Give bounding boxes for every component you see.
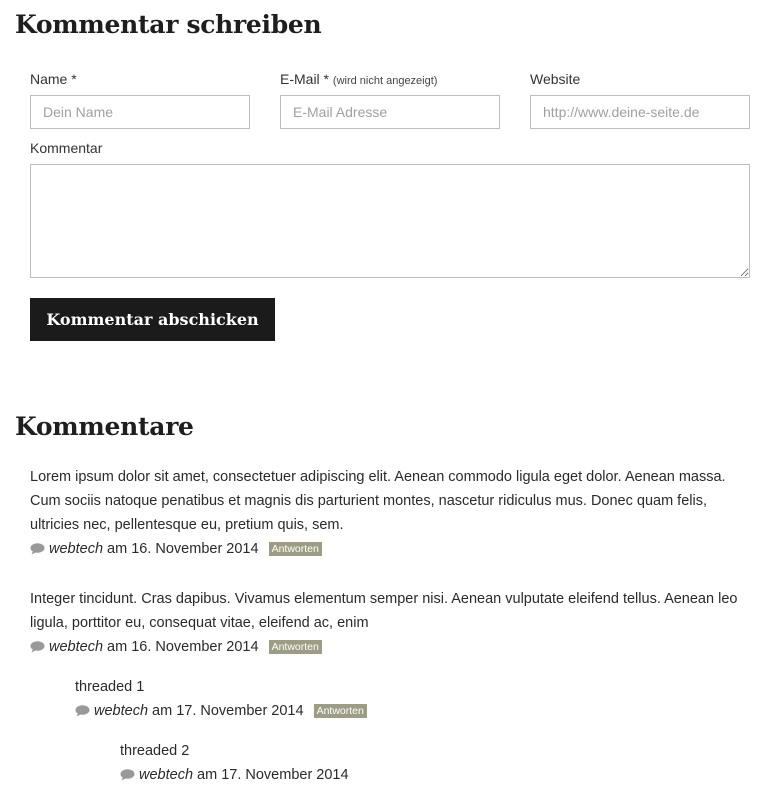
comment-date: 16. November 2014 <box>131 541 259 557</box>
comment-textarea[interactable] <box>30 164 750 278</box>
email-label-text: E-Mail * <box>280 71 330 87</box>
comment-text: threaded 1 <box>75 679 145 695</box>
comment-date-connector: am <box>107 541 128 557</box>
name-label <box>30 71 77 87</box>
website-label-text: Website <box>530 71 581 87</box>
comment-author[interactable]: webtech <box>49 639 104 655</box>
comment-meta <box>75 701 367 721</box>
comment-date: 17. November 2014 <box>176 703 304 719</box>
email-note: (wird nicht angezeigt) <box>332 75 438 87</box>
email-label <box>280 71 437 87</box>
comment-label-text: Kommentar <box>30 140 103 156</box>
submit-comment-button[interactable]: Kommentar abschicken <box>30 298 275 341</box>
comment-date-connector: am <box>197 767 218 783</box>
speech-bubble-icon <box>30 641 45 653</box>
comment-date-connector: am <box>107 639 128 655</box>
reply-button[interactable]: Antworten <box>269 542 322 556</box>
comment-text: threaded 2 <box>120 743 190 759</box>
comment-author[interactable]: webtech <box>94 703 149 719</box>
comment-date-connector: am <box>152 703 173 719</box>
form-title: Kommentar schreiben <box>15 10 322 39</box>
reply-button[interactable]: Antworten <box>314 704 367 718</box>
speech-bubble-icon <box>75 705 90 717</box>
comment-author[interactable]: webtech <box>49 541 104 557</box>
comment-meta <box>120 765 349 785</box>
name-input[interactable] <box>30 95 250 129</box>
comment-author[interactable]: webtech <box>139 767 194 783</box>
speech-bubble-icon <box>30 543 45 555</box>
reply-button[interactable]: Antworten <box>269 640 322 654</box>
comment-label <box>30 140 102 156</box>
speech-bubble-icon <box>120 769 135 781</box>
website-label <box>530 71 580 87</box>
name-label-text: Name * <box>30 71 77 87</box>
comment-date: 17. November 2014 <box>221 767 349 783</box>
comments-title: Kommentare <box>15 412 194 441</box>
comment-text: Integer tincidunt. Cras dapibus. Vivamus elementum semper nisi. Aenean vulputate eleifend tellus. Aenean leo ligula, porttitor eu, consequat vitae, eleifend ac, enim <box>30 591 738 631</box>
email-input[interactable] <box>280 95 500 129</box>
comment-meta <box>30 539 322 559</box>
website-input[interactable] <box>530 95 750 129</box>
comment-date: 16. November 2014 <box>131 639 259 655</box>
comment-text: Lorem ipsum dolor sit amet, consectetuer adipiscing elit. Aenean commodo ligula eget dolor. Aenean massa. Cum sociis natoque penatibus et magnis dis parturient montes, nascetur ridiculus mus. Donec quam felis, ultricies nec, pellentesque eu, pretium quis, sem. <box>30 469 726 533</box>
comment-meta <box>30 637 322 657</box>
